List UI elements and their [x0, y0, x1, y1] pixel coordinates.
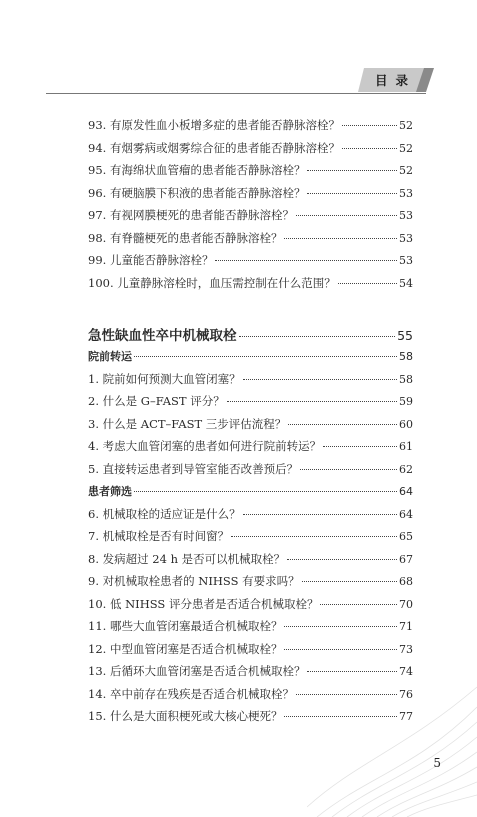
- header-rule: [46, 93, 426, 94]
- toc-entry[interactable]: 8. 发病超过 24 h 是否可以机械取栓？ 67: [88, 551, 413, 566]
- toc-entry[interactable]: 6. 机械取栓的适应证是什么？ 64: [88, 506, 413, 521]
- toc-entry[interactable]: 3. 什么是 ACT–FAST 三步评估流程？ 60: [88, 416, 413, 431]
- decorative-wave-lines: [307, 667, 477, 817]
- toc-group-intravenous: [88, 117, 413, 297]
- toc-entry[interactable]: 4. 考虑大血管闭塞的患者如何进行院前转运？ 61: [88, 439, 413, 453]
- toc-entry[interactable]: 11. 哪些大血管闭塞最适合机械取栓？ 71: [88, 619, 413, 633]
- toc-entry[interactable]: 13. 后循环大血管闭塞是否适合机械取栓？ 74: [88, 664, 413, 678]
- toc-entry[interactable]: 9. 对机械取栓患者的 NIHSS 有要求吗？ 68: [88, 574, 413, 588]
- toc-entry[interactable]: 5. 直接转运患者到导管室能否改善预后？ 62: [88, 461, 413, 476]
- toc-entry[interactable]: 14. 卒中前存在残疾是否适合机械取栓？ 76: [88, 686, 413, 701]
- toc-entry[interactable]: 10. 低 NIHSS 评分患者是否适合机械取栓？ 70: [88, 596, 413, 611]
- toc-subsection-screening[interactable]: 患者筛选 64: [88, 485, 413, 498]
- toc-entry[interactable]: 93. 有原发性血小板增多症的患者能否静脉溶栓？ 52: [88, 118, 413, 132]
- toc-entry[interactable]: 7. 机械取栓是否有时间窗？ 65: [88, 529, 413, 543]
- toc-entry[interactable]: 98. 有脊髓梗死的患者能否静脉溶栓？ 53: [88, 230, 413, 245]
- toc-entry[interactable]: 2. 什么是 G–FAST 评分？ 59: [88, 394, 413, 408]
- toc-entry[interactable]: 94. 有烟雾病或烟雾综合征的患者能否静脉溶栓？ 52: [88, 140, 413, 155]
- toc-entry[interactable]: 96. 有硬脑膜下积液的患者能否静脉溶栓？ 53: [88, 185, 413, 200]
- toc-entry[interactable]: 95. 有海绵状血管瘤的患者能否静脉溶栓？ 52: [88, 163, 413, 177]
- toc-subsection-prehospital[interactable]: 院前转运 58: [88, 350, 413, 363]
- header-title: 目录: [375, 73, 417, 88]
- toc-entry[interactable]: 1. 院前如何预测大血管闭塞？ 58: [88, 371, 413, 386]
- toc-entry[interactable]: 12. 中型血管闭塞是否适合机械取栓？ 73: [88, 641, 413, 656]
- toc-section-heading[interactable]: 急性缺血性卒中机械取栓 55: [88, 328, 413, 344]
- toc-entry[interactable]: 97. 有视网膜梗死的患者能否静脉溶栓？ 53: [88, 208, 413, 222]
- toc-entry[interactable]: 99. 儿童能否静脉溶栓？ 53: [88, 253, 413, 267]
- chapter-header-badge: [358, 66, 434, 94]
- page-number: 5: [433, 756, 441, 770]
- toc-entry[interactable]: 100. 儿童静脉溶栓时，血压需控制在什么范围？ 54: [88, 275, 413, 290]
- toc-entry[interactable]: 15. 什么是大面积梗死或大核心梗死？ 77: [88, 709, 413, 723]
